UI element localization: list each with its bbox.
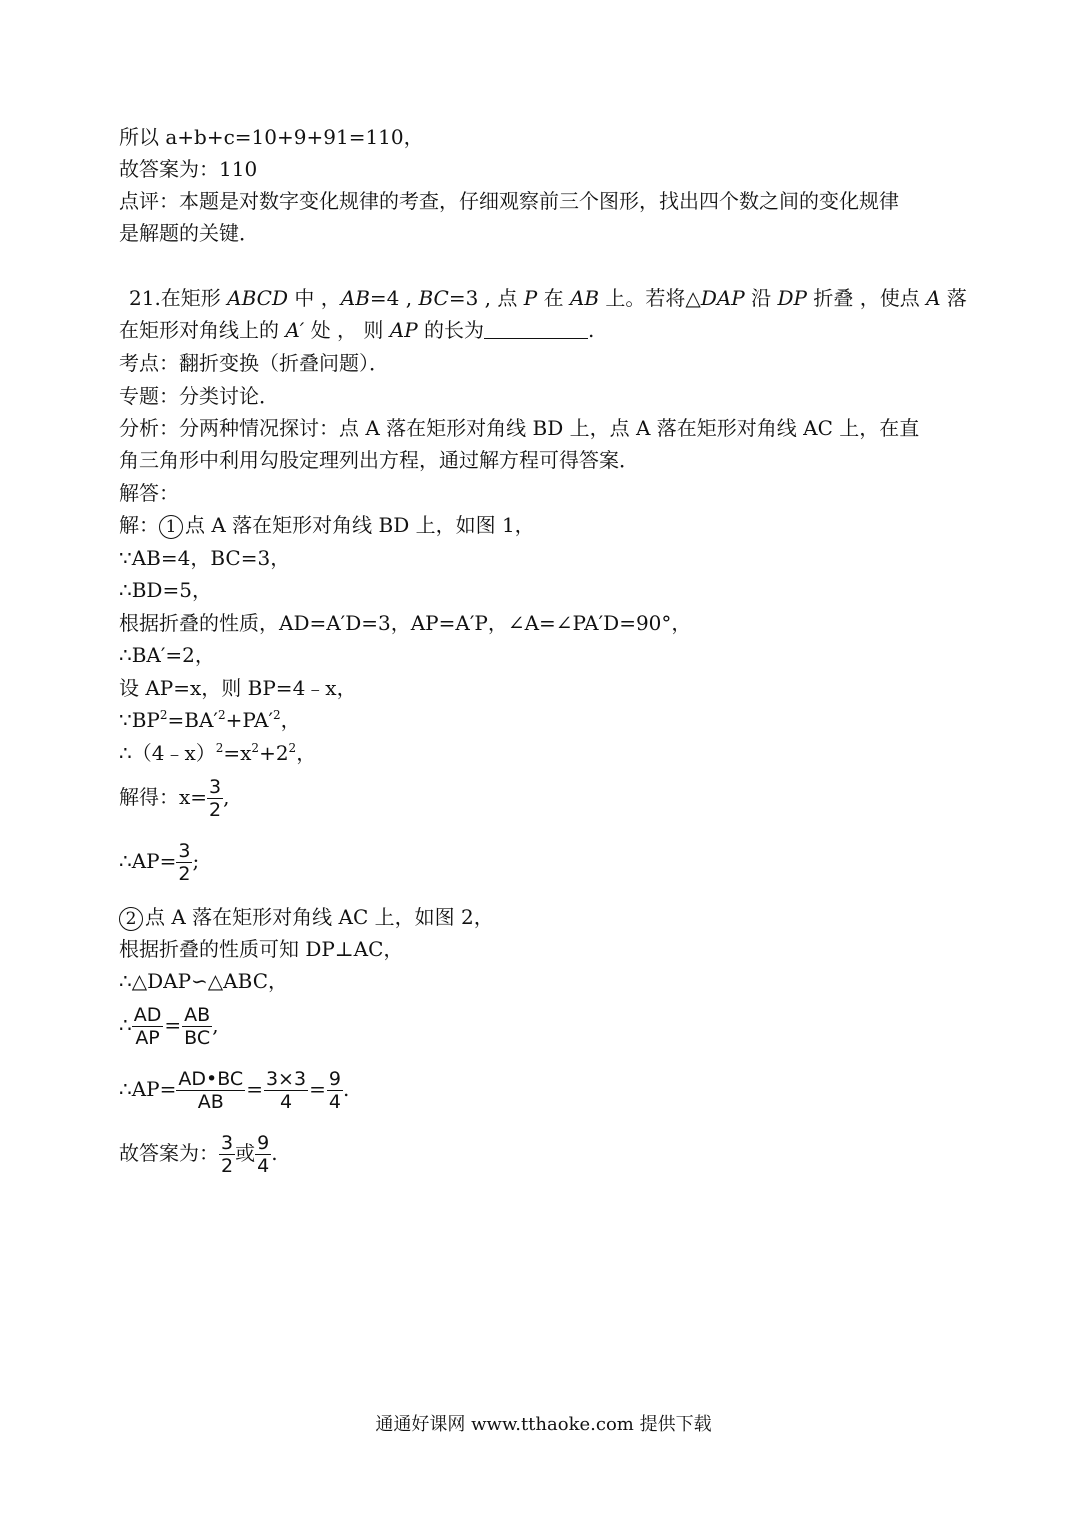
answer-blank [484, 320, 588, 339]
text: 解： [119, 513, 159, 537]
text-line: 根据折叠的性质可知 DP⊥AC， [119, 937, 404, 961]
text: 上。若将△ [599, 286, 701, 310]
text-line: 根据折叠的性质，AD=A′D=3，AP=A′P，∠A=∠PA′D=90°， [119, 611, 692, 635]
text: ABCD [227, 286, 289, 310]
text: DP [777, 286, 807, 310]
text-line: 角三角形中利用勾股定理列出方程，通过解方程可得答案． [119, 448, 639, 472]
text: ， [280, 708, 301, 732]
text: = [246, 1077, 263, 1101]
circled-number: 1 [159, 515, 183, 539]
circled-number: 2 [119, 907, 143, 931]
question-line-1 [129, 285, 967, 311]
text: AP [389, 318, 418, 342]
text: =BA′ [167, 708, 218, 732]
superscript: 2 [217, 708, 226, 722]
fraction: $\frac{9}{4}$ [257, 1132, 270, 1177]
text-line: 考点：翻折变换（折叠问题）． [119, 351, 389, 375]
superscript: 2 [251, 741, 260, 755]
fraction: $\frac{3\times 3}{4}$ [265, 1068, 307, 1113]
equation-line [119, 840, 199, 885]
text-line: 解答： [119, 481, 179, 505]
fraction: $\frac{3}{2}$ [221, 1132, 234, 1177]
fraction: $\frac{3}{2}$ [209, 776, 222, 821]
text-line: 专题：分类讨论． [119, 384, 279, 408]
text: ∴AP= [119, 1077, 177, 1101]
text: =4 , [369, 286, 419, 310]
text: +PA′ [225, 708, 273, 732]
text: AB [569, 286, 600, 310]
text-line: ∴BD=5， [119, 578, 212, 602]
superscript: 2 [273, 708, 281, 722]
text-line: 点评：本题是对数字变化规律的考查，仔细观察前三个图形，找出四个数之间的变化规律 [119, 189, 899, 213]
text-line: ∴△DAP∽△ABC， [119, 969, 288, 993]
solution-line [119, 512, 535, 539]
text-line: ∵AB=4，BC=3， [119, 546, 291, 570]
text: 在矩形对角线上的 [119, 318, 286, 342]
text: ∵BP [119, 708, 160, 732]
equation-line [119, 1004, 219, 1049]
text: 沿 [744, 286, 778, 310]
answer-line [119, 1132, 278, 1177]
text: +2 [259, 741, 289, 765]
text: 21.在矩形 [129, 286, 228, 310]
text: A′ [285, 318, 305, 342]
text: . [342, 1077, 350, 1101]
text: 点 A 落在矩形对角线 BD 上，如图 1， [185, 513, 535, 537]
text: BC [418, 286, 449, 310]
text: P [523, 286, 538, 310]
equation-line [119, 707, 301, 733]
text: . [271, 1141, 278, 1165]
text: DAP [700, 286, 745, 310]
text: , [223, 785, 230, 809]
text-line: 是解题的关键． [119, 221, 259, 245]
text: 故答案为： [119, 1141, 219, 1165]
question-line-2 [119, 317, 594, 343]
text-line: 所以 a+b+c=10+9+91=110， [119, 125, 424, 149]
text: 落 [940, 286, 967, 310]
superscript: 2 [215, 741, 224, 755]
text: 的长为 [417, 318, 485, 342]
text: ∴ [119, 1013, 132, 1037]
fraction: $\frac{3}{2}$ [178, 840, 191, 885]
text-line: ∴BA′=2， [119, 643, 215, 667]
text: 点 A 落在矩形对角线 AC 上，如图 2， [145, 905, 494, 929]
text: ∴（4﹣x） [119, 741, 216, 765]
text: = [309, 1077, 326, 1101]
text: =x [223, 741, 252, 765]
text: ∴AP= [119, 849, 177, 873]
fraction: $\frac{9}{4}$ [328, 1068, 341, 1113]
superscript: 2 [159, 708, 168, 722]
equation-line [119, 740, 316, 766]
text: = [164, 1013, 182, 1037]
text: 解得：x= [119, 785, 208, 809]
page-footer: 通通好课网 www.tthaoke.com 提供下载 [375, 1414, 712, 1435]
superscript: 2 [288, 741, 297, 755]
fraction: $\frac{AD•BC}{AB}$ [178, 1068, 244, 1113]
text: 在 [537, 286, 570, 310]
fraction: $\frac{AD}{AP}$ [133, 1004, 162, 1049]
text: . [588, 318, 595, 342]
equation-line [119, 776, 230, 821]
solution-line [119, 904, 494, 931]
text: AB [340, 286, 370, 310]
equation-line [119, 1068, 349, 1113]
text: =3 , 点 [448, 286, 524, 310]
text-line: 设 AP=x，则 BP=4﹣x， [119, 676, 357, 700]
text: , [212, 1013, 219, 1037]
text: 中 ， [288, 286, 341, 310]
fraction: $\frac{AB}{BC}$ [184, 1004, 211, 1049]
text: 折叠 ，使点 [806, 286, 927, 310]
text-line: 分析：分两种情况探讨：点 A 落在矩形对角线 BD 上，点 A 落在矩形对角线 AC 上，在直 [119, 416, 920, 440]
text: 处 ， 则 [304, 318, 390, 342]
text: 或 [235, 1141, 256, 1165]
text: A [926, 286, 941, 310]
text: ， [296, 741, 317, 765]
text-line: 故答案为：110 [119, 157, 258, 181]
text: ; [192, 849, 200, 873]
